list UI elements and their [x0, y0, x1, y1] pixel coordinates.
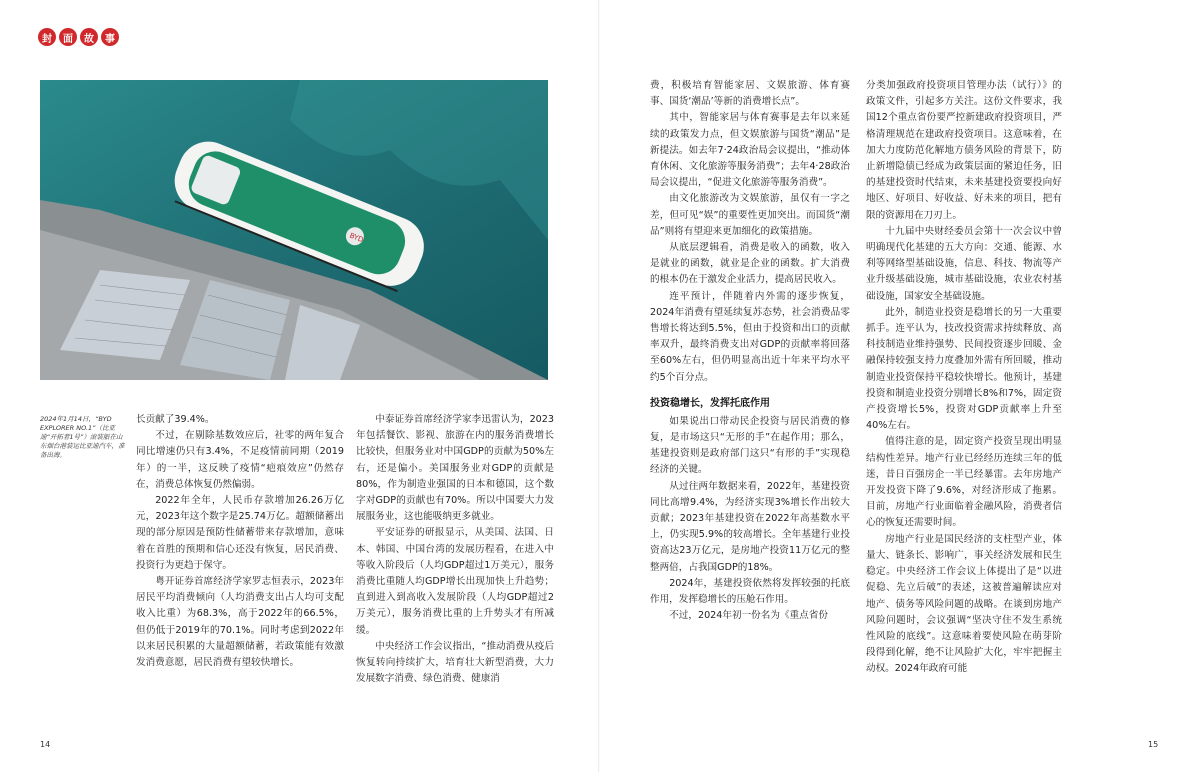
- paragraph: 房地产行业是国民经济的支柱型产业，体量大、链条长、影响广，事关经济发展和民生稳定。中央经济工作会议上体提出了是“以进促稳、先立后破”的表述，这被普遍解读应对地产、债务等风险问题的战略。在谈到房地产风险问题时，会议强调“坚决守住不发生系统性风险的底线”。这意味着要使风险在萌芽阶段得到化解，绝不让风险扩大化，牢牢把握主动权。2024年政府可能: [866, 533, 1062, 675]
- paragraph: 十九届中央财经委员会第十一次会议中曾明确现代化基建的五大方向：交通、能源、水利等网络型基础设施，信息、科技、物流等产业升级基础设施，城市基础设施，农业农村基础设施，国家安全基础设施。: [866, 225, 1062, 302]
- paragraph: 其中，智能家居与体育赛事是去年以来延续的政策发力点，但文娱旅游与国货“潮品”是新提法。如去年7·24政治局会议提出，“推动体育休闲、文化旅游等服务消费”；去年4·28政治局会议提出，“促进文化旅游等服务消费”。: [650, 112, 850, 189]
- paragraph: 2024年，基建投资依然将发挥较强的托底作用，发挥稳增长的压舱石作用。: [650, 577, 850, 606]
- paragraph: 连平预计，伴随着内外需的逐步恢复，2024年消费有望延续复苏态势，社会消费品零售增长将达到5.5%，但由于投资和出口的贡献率双升，最终消费支出对GDP的贡献率将回落至60%左右，但仍明显高出近十年来平均水平约5个百分点。: [650, 290, 850, 383]
- left-column-1: [136, 412, 344, 671]
- section-logo: [38, 28, 119, 48]
- paragraph: 长贡献了39.4%。: [136, 414, 215, 425]
- paragraph: 从过往两年数据来看，2022年，基建投资同比高增9.4%，为经济实现3%增长作出较大贡献；2023年基建投资在2022年高基数水平上，仍实现5.9%的较高增长。全年基建行业投资高达23万亿元，是房地产投资11万亿元的整整两倍，占我国GDP的18%。: [650, 480, 850, 573]
- paragraph: 费，积极培育智能家居、文娱旅游、体育赛事、国货‘潮品’等新的消费增长点”。: [650, 80, 850, 108]
- paragraph: 2022年全年，人民币存款增加26.26万亿元，2023年这个数字是25.74万亿。超额储蓄出现的部分原因是预防性储蓄带来存款增加，意味着在首胜的预期和信心还没有恢复，居民消费、投资行为更趋于保守。: [136, 495, 344, 571]
- svg-text:BYD: BYD: [348, 231, 365, 245]
- paragraph: 分类加强政府投资项目管理办法（试行）》的政策文件，引起多方关注。这份文件要求，我国12个重点省份要严控新建政府投资项目，严格清理规范在建政府投资项目。这意味着，在加大力度防范化解地方债务风险的背景下，防止新增隐债已经成为政策层面的紧迫任务，旧的基建投资时代结束，未来基建投资要投向好地区、好项目、好收益、好未来的项目，把有限的资源用在刀刃上。: [866, 80, 1062, 221]
- ship-port-illustration: [40, 80, 548, 380]
- section-heading: 投资稳增长，发挥托底作用: [650, 397, 770, 409]
- page-number: 14: [40, 740, 51, 749]
- cover-photo: [40, 80, 548, 380]
- logo-char: 事: [101, 28, 119, 46]
- right-page: [600, 0, 1200, 772]
- right-column-1: [650, 78, 850, 625]
- logo-char: 面: [59, 28, 77, 46]
- paragraph: 不过，2024年初一份名为《重点省份: [669, 610, 828, 622]
- paragraph: 中泰证券首席经济学家李迅雷认为，2023年包括餐饮、影视、旅游在内的服务消费增长比较快，但服务业对中国GDP的贡献为50%左右，还是偏小。美国服务业对GDP的贡献是80%，作为制造业强国的日本和德国，这个数字对GDP的贡献也有70%。所以中国要大力发展服务业，这也能吸纳更多就业。: [356, 414, 554, 523]
- page-number: 15: [1148, 740, 1159, 749]
- left-column-2: [356, 412, 554, 687]
- logo-char: 故: [80, 28, 98, 46]
- right-column-2: [866, 78, 1062, 678]
- paragraph: 由文化旅游改为文娱旅游，虽仅有一字之差，但可见“娱”的重要性更加突出。而国货“潮品”则将有望迎来更加细化的政策措施。: [650, 193, 850, 237]
- paragraph: 值得注意的是，固定资产投资呈现出明显结构性差异。地产行业已经经历连续三年的低迷，昔日百强房企一半已经暴雷。去年房地产开发投资下降了9.6%，对经济形成了拖累。目前，房地产行业面临着金融风险，消费者信心的恢复还需要时间。: [866, 436, 1062, 529]
- paragraph: 中央经济工作会议指出，“推动消费从疫后恢复转向持续扩大，培育壮大新型消费，大力发展数字消费、绿色消费、健康消: [356, 640, 554, 685]
- paragraph: 此外，制造业投资是稳增长的另一大重要抓手。连平认为，技改投资需求持续释放、高科技制造业维持强势、民间投资逐步回暖、金融保持较强支持力度叠加外需有所回暖，推动制造业投资保持平稳较快增长。他预计，基建投资和制造业投资分别增长8%和7%，固定资产投资增长5%，投资对GDP贡献率上升至40%左右。: [866, 306, 1062, 432]
- paragraph: 从底层逻辑看，消费是收入的函数，收入是就业的函数，就业是企业的函数。扩大消费的根本仍在于激发企业活力，提高居民收入。: [650, 242, 850, 286]
- paragraph: 平安证券的研报显示，从美国、法国、日本、韩国、中国台湾的发展历程看，在进入中等收入阶段后（人均GDP超过1万美元），服务消费比重随人均GDP增长出现加快上升趋势；直到进入到高收入发展阶段（人均GDP超过2万美元），服务消费比重的上升势头才有所减缓。: [356, 527, 554, 636]
- logo-char: 封: [38, 28, 56, 46]
- paragraph: 粤开证券首席经济学家罗志恒表示，2023年居民平均消费倾向（人均消费支出占人均可支配收入比重）为68.3%，高于2022年的66.5%，但仍低于2019年的70.1%。同时考虑到2022年以来居民积累的大量超额储蓄，若政策能有效激发消费意愿，居民消费有望较快增长。: [136, 576, 344, 669]
- photo-caption: 2024年1月14日，“BYD EXPLORER NO.1”（比亚迪“开拓者1号”）滚装船在山东烟台港装运比亚迪汽车，准备出海。: [40, 415, 125, 459]
- paragraph: 不过，在剔除基数效应后，社零的两年复合同比增速仍只有3.4%，不足疫情前同期（2019年）的一半，这反映了疫情“疤痕效应”仍然存在，消费总体恢复仍然偏弱。: [136, 430, 344, 490]
- paragraph: 如果说出口带动民企投资与居民消费的修复，是市场这只“无形的手”在起作用；那么，基建投资则是政府部门这只“有形的手”实现稳经济的关键。: [650, 415, 850, 476]
